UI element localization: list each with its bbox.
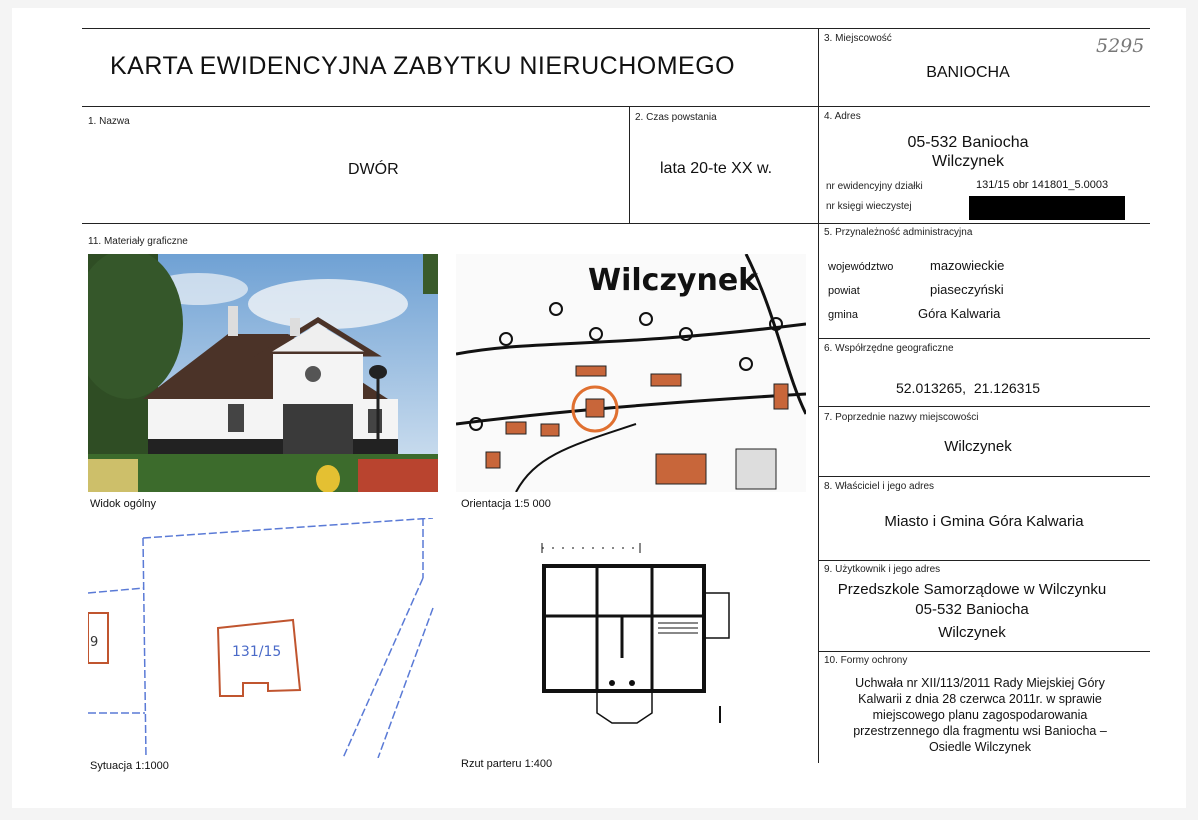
wspolrzedne-value: 52.013265, 21.126315	[895, 380, 1041, 396]
wspolrzedne-label: 6. Współrzędne geograficzne	[824, 343, 954, 354]
wlasciciel-label: 8. Właściciel i jego adres	[824, 481, 935, 492]
ksiega-label: nr księgi wieczystej	[826, 201, 912, 212]
formy-line: przestrzennego dla fragmentu wsi Baniocha –	[853, 724, 1107, 738]
divider-6	[818, 338, 1150, 339]
plan-caption: Rzut parteru 1:400	[461, 758, 553, 770]
nazwa-value: DWÓR	[348, 161, 399, 178]
adres-line1: 05-532 Baniocha	[907, 134, 1029, 151]
formy-line: Kalwarii z dnia 28 czerwca 2011r. w sprawie	[858, 692, 1102, 706]
adres-label: 4. Adres	[824, 111, 861, 122]
miejscowosc-label: 3. Miejscowość	[824, 33, 892, 44]
card-title: KARTA EWIDENCYJNA ZABYTKU NIERUCHOMEGO	[110, 52, 736, 80]
formy-line: miejscowego planu zagospodarowania	[872, 708, 1088, 722]
graphics-label: 11. Materiały graficzne	[88, 236, 188, 247]
dzialka-value: 131/15 obr 141801_5.0003	[976, 179, 1109, 191]
row-divider	[82, 223, 1150, 224]
situation-map	[88, 518, 438, 758]
card-number: 5295	[1096, 35, 1145, 57]
poprzednie-value: Wilczynek	[944, 438, 1012, 455]
map-caption: Orientacja 1:5 000	[461, 498, 551, 510]
ksiega-redaction	[969, 196, 1125, 220]
map-place-name: Wilczynek	[588, 263, 759, 298]
parcel-number: 131/15	[232, 644, 282, 660]
wojewodztwo-key: województwo	[828, 261, 894, 273]
poprzednie-label: 7. Poprzednie nazwy miejscowości	[824, 412, 979, 423]
uzytkownik-line3: Wilczynek	[938, 624, 1006, 641]
formy-line: Uchwała nr XII/113/2011 Rady Miejskiej Góry	[855, 676, 1105, 690]
wlasciciel-value: Miasto i Gmina Góra Kalwaria	[884, 513, 1084, 530]
przynaleznosc-label: 5. Przynależność administracyjna	[824, 227, 973, 238]
dzialka-label: nr ewidencyjny działki	[826, 181, 923, 192]
floor-plan	[522, 538, 762, 728]
orientation-map	[456, 254, 806, 492]
formy-label: 10. Formy ochrony	[824, 655, 908, 666]
neighbor-parcel: 9	[90, 635, 99, 650]
divider-7	[818, 406, 1150, 407]
header-divider	[82, 106, 1150, 107]
record-card	[12, 8, 1186, 808]
uzytkownik-line1: Przedszkole Samorządowe w Wilczynku	[837, 581, 1107, 598]
uzytkownik-label: 9. Użytkownik i jego adres	[824, 564, 941, 575]
wojewodztwo-value: mazowieckie	[930, 258, 1005, 273]
nazwa-label: 1. Nazwa	[88, 116, 130, 127]
adres-line2: Wilczynek	[931, 153, 1004, 170]
divider-8	[818, 476, 1150, 477]
situation-caption: Sytuacja 1:1000	[90, 760, 169, 772]
photo-caption: Widok ogólny	[90, 498, 157, 510]
powiat-value: piaseczyński	[930, 282, 1004, 297]
building-photo	[88, 254, 438, 492]
gmina-key: gmina	[828, 309, 858, 321]
czas-label: 2. Czas powstania	[635, 112, 717, 123]
uzytkownik-line2: 05-532 Baniocha	[915, 601, 1029, 618]
top-border	[82, 28, 1150, 29]
czas-divider	[629, 106, 630, 223]
czas-value: lata 20-te XX w.	[660, 160, 773, 177]
divider-10	[818, 651, 1150, 652]
divider-9	[818, 560, 1150, 561]
formy-line: Osiedle Wilczynek	[928, 740, 1032, 754]
powiat-key: powiat	[828, 285, 860, 297]
gmina-value: Góra Kalwaria	[918, 306, 1001, 321]
miejscowosc-value: BANIOCHA	[926, 64, 1010, 81]
